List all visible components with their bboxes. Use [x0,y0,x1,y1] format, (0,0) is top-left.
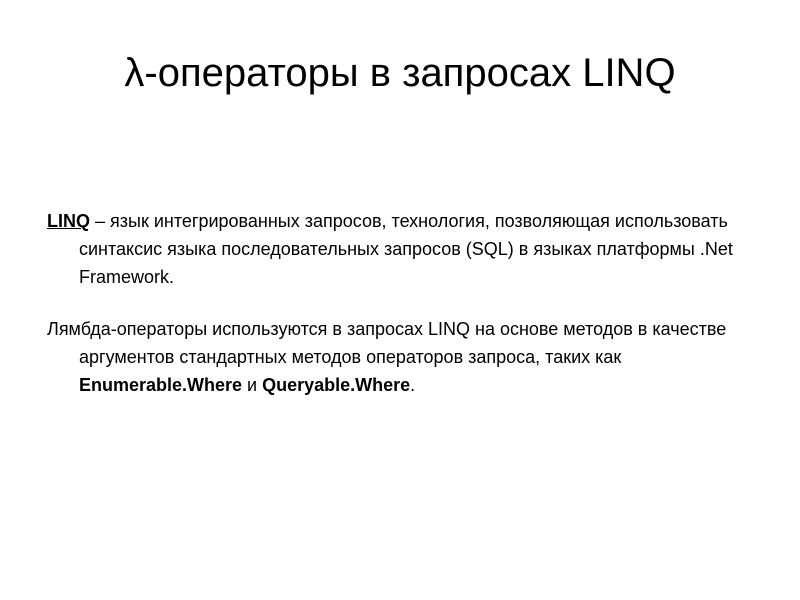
queryable-where-method: Queryable.Where [262,375,411,395]
conjunction-text: и [242,375,263,395]
paragraph-linq-definition [47,207,767,291]
paragraph-end-period: . [410,375,416,395]
paragraph-lambda-operators [47,315,767,399]
slide-title: λ-операторы в запросах LINQ [124,51,676,95]
enumerable-where-method: Enumerable.Where [79,375,243,395]
lambda-text: Лямбда-операторы используются в запросах LINQ на основе методов в качестве аргументов стандартных методов операторов запроса, таких как [47,319,727,367]
linq-definition-text: – язык интегрированных запросов, технология, позволяющая использовать синтаксис языка последовательных запросов (SQL) в языках платформы .Net Framework. [79,211,733,287]
slide-body [47,207,767,423]
linq-term: LINQ [47,211,90,231]
